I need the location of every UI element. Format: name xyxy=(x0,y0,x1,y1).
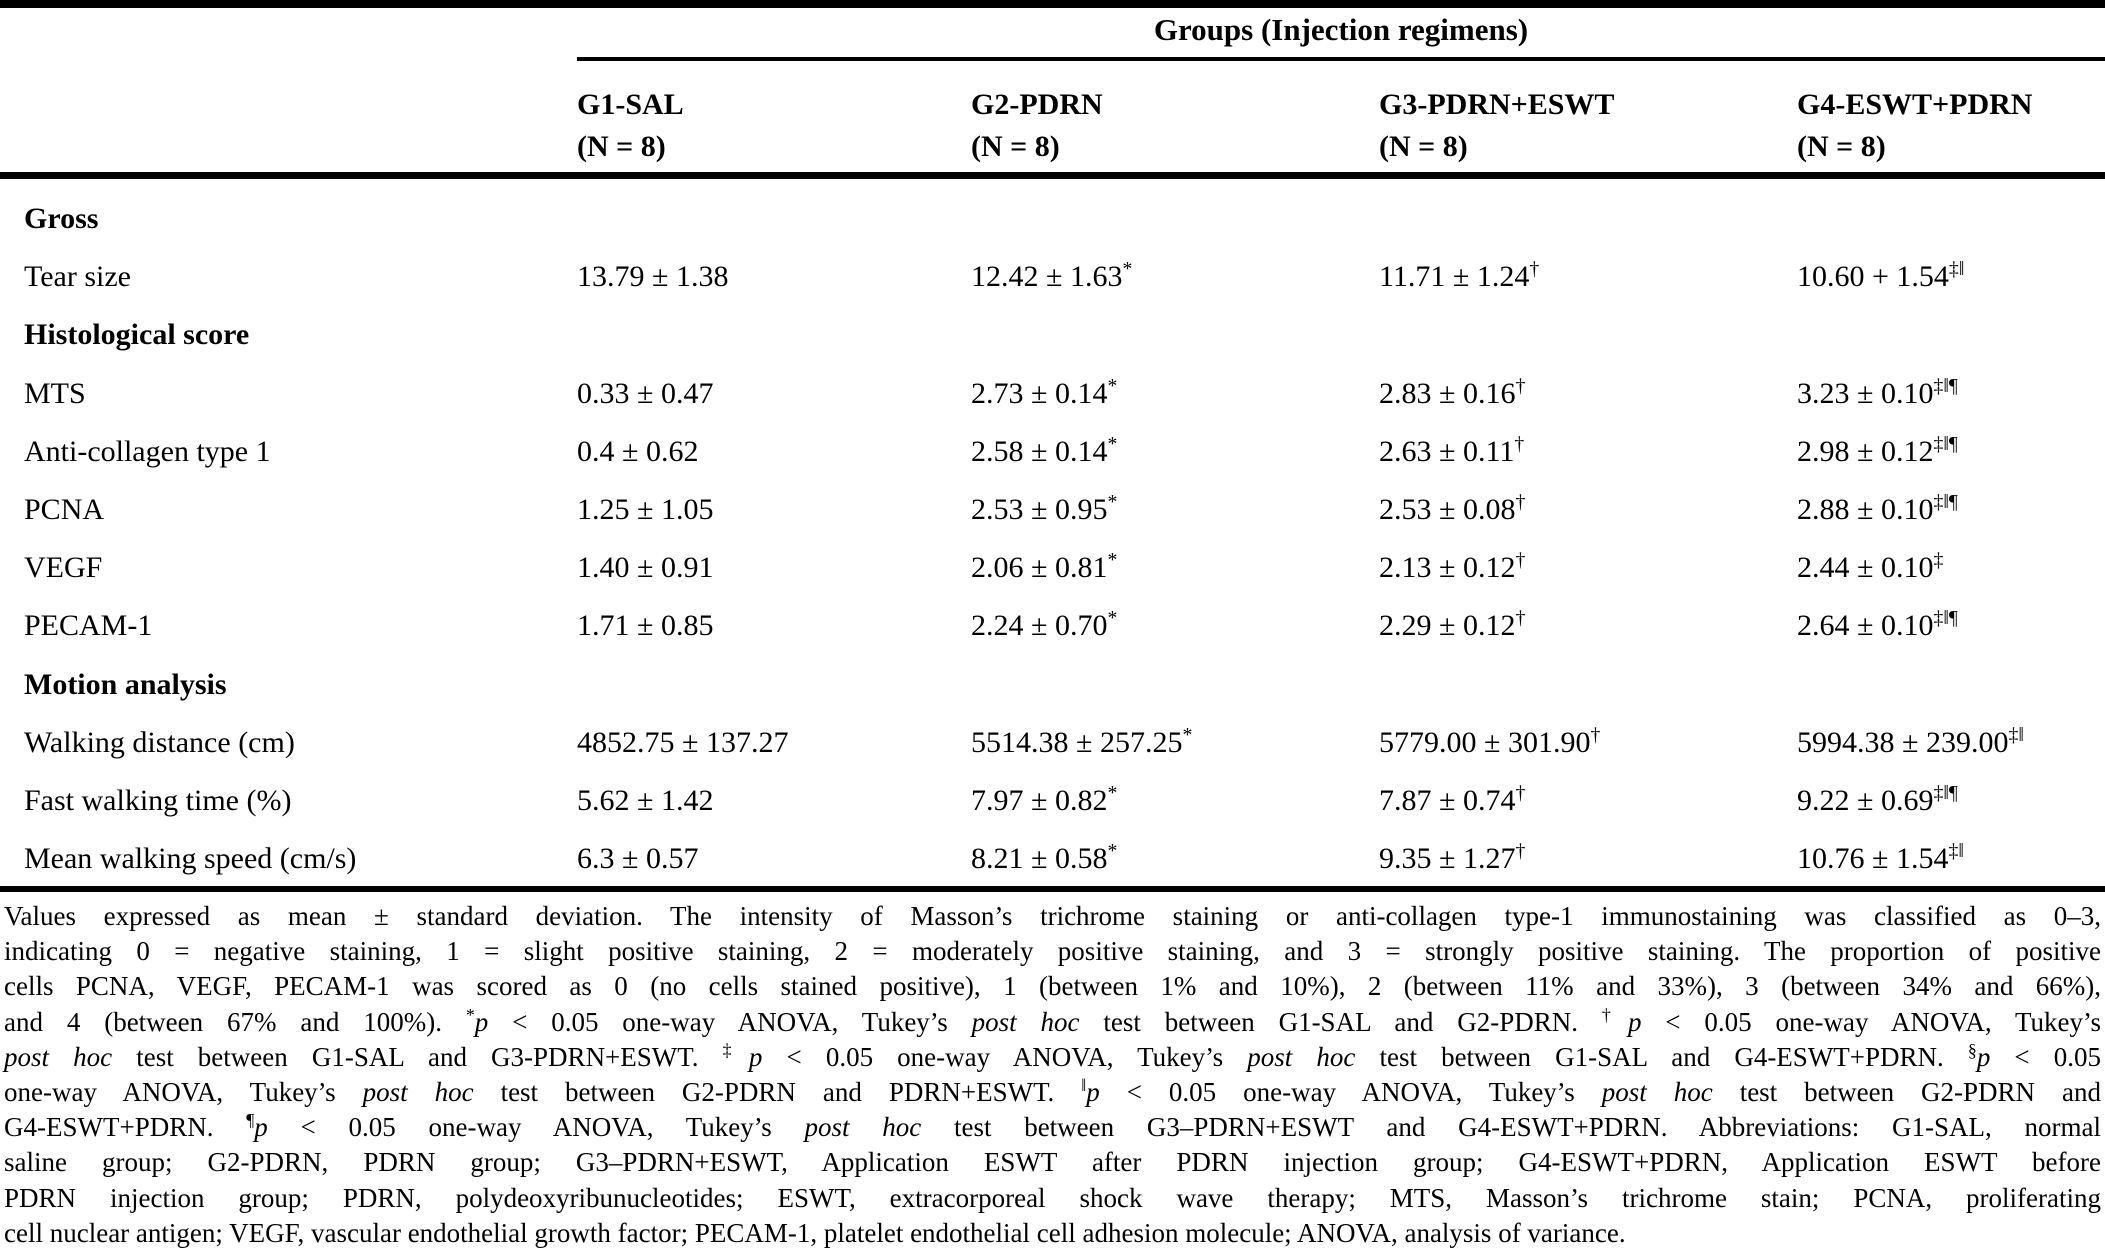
table-cell: 2.83 ± 0.16† xyxy=(1379,374,1526,410)
section-row-motion-analysis xyxy=(0,656,2105,714)
table-cell: 9.35 ± 1.27† xyxy=(1379,840,1526,876)
section-row-histological-score xyxy=(0,306,2105,364)
column-header-g1 xyxy=(577,84,971,168)
top-rule xyxy=(0,0,2105,8)
footnote-line: one-way ANOVA, Tukey’s post hoc test between G2-PDRN and PDRN+ESWT. ‖p < 0.05 one-way ANOVA, Tukey’s post hoc test between G2-PDRN and xyxy=(4,1075,2101,1108)
row-mts xyxy=(0,365,2105,423)
column-n: (N = 8) xyxy=(1797,130,1886,163)
footnote-line: cells PCNA, VEGF, PECAM-1 was scored as 0 (no cells stained positive), 1 (between 1% and 10%), 2 (between 11% and 33%), 3 (between 34% and 66%), xyxy=(4,971,2101,1002)
column-n: (N = 8) xyxy=(1379,130,1468,163)
table-cell: 2.88 ± 0.10‡‖¶ xyxy=(1797,491,1958,527)
section-label: Motion analysis xyxy=(24,667,227,701)
footnote-line: and 4 (between 67% and 100%). *p < 0.05 one-way ANOVA, Tukey’s post hoc test between G1-SAL and G2-PDRN. †p < 0.05 one-way ANOVA, Tukey’s xyxy=(4,1004,2102,1037)
table-cell: 9.22 ± 0.69‡‖¶ xyxy=(1797,781,1958,817)
table-cell: 8.21 ± 0.58* xyxy=(971,840,1118,876)
row-label: Tear size xyxy=(24,260,131,294)
table-cell: 5779.00 ± 301.90† xyxy=(1379,723,1601,759)
column-header-g4 xyxy=(1797,84,2105,168)
table-cell: 2.73 ± 0.14* xyxy=(971,374,1118,410)
row-label: VEGF xyxy=(24,551,103,585)
column-name: G4-ESWT+PDRN xyxy=(1797,88,2033,121)
table-cell: 2.58 ± 0.14* xyxy=(971,432,1118,468)
row-pecam-1 xyxy=(0,597,2105,655)
table-cell: 2.53 ± 0.08† xyxy=(1379,491,1526,527)
footnote-line: G4-ESWT+PDRN. ¶p < 0.05 one-way ANOVA, Tukey’s post hoc test between G3–PDRN+ESWT and G4-ESWT+PDRN. Abbreviations: G1-SAL, normal xyxy=(4,1110,2101,1143)
table-cell: 12.42 ± 1.63* xyxy=(971,258,1133,294)
row-label-header xyxy=(0,84,577,168)
section-row-gross xyxy=(0,190,2105,248)
table-cell: 10.60 + 1.54‡‖ xyxy=(1797,258,1965,294)
column-headers xyxy=(0,84,2105,168)
table-cell: 0.4 ± 0.62 xyxy=(577,434,699,468)
table-cell: 7.87 ± 0.74† xyxy=(1379,781,1526,817)
table-cell: 1.40 ± 0.91 xyxy=(577,551,714,585)
footnote xyxy=(0,899,2105,1251)
footnote-line: cell nuclear antigen; VEGF, vascular endothelial growth factor; PECAM-1, platelet endothelial cell adhesion molecule; ANOVA, analysis of variance. xyxy=(4,1217,1626,1248)
section-label: Gross xyxy=(24,202,99,236)
row-fast-walking-time xyxy=(0,772,2105,830)
footnote-line: Values expressed as mean ± standard deviation. The intensity of Masson’s trichrome staining or anti-collagen type-1 immunostaining was classified as 0–3, xyxy=(4,901,2101,931)
column-name: G2-PDRN xyxy=(971,88,1103,121)
table-cell: 5.62 ± 1.42 xyxy=(577,783,714,817)
row-tear-size xyxy=(0,248,2105,306)
row-vegf xyxy=(0,539,2105,597)
row-anti-collagen-type-1 xyxy=(0,423,2105,481)
row-label: PCNA xyxy=(24,493,105,527)
table-cell: 13.79 ± 1.38 xyxy=(577,260,729,294)
column-name: G1-SAL xyxy=(577,88,684,121)
table-cell: 6.3 ± 0.57 xyxy=(577,842,699,876)
row-pcna xyxy=(0,481,2105,539)
table-cell: 2.64 ± 0.10‡‖¶ xyxy=(1797,607,1958,643)
group-title: Groups (Injection regimens) xyxy=(1153,12,1529,47)
table-body xyxy=(0,190,2105,888)
section-label: Histological score xyxy=(24,318,250,352)
footnote-line: indicating 0 = negative staining, 1 = slight positive staining, 2 = moderately positive staining, and 3 = strongly positive staining. The proportion of positive xyxy=(4,936,2101,967)
table-cell: 2.29 ± 0.12† xyxy=(1379,607,1526,643)
footnote-line: saline group; G2-PDRN, PDRN group; G3–PDRN+ESWT, Application ESWT after PDRN injection group; G4-ESWT+PDRN, Application ESWT before xyxy=(4,1147,2101,1178)
table-cell: 5514.38 ± 257.25* xyxy=(971,723,1193,759)
table-cell: 2.24 ± 0.70* xyxy=(971,607,1118,643)
row-walking-distance xyxy=(0,714,2105,772)
row-label: Mean walking speed (cm/s) xyxy=(24,842,357,876)
footnote-line: PDRN injection group; PDRN, polydeoxyribunucleotides; ESWT, extracorporeal shock wave therapy; MTS, Masson’s trichrome stain; PCNA, proliferating xyxy=(4,1182,2101,1213)
table-cell: 3.23 ± 0.10‡‖¶ xyxy=(1797,374,1958,410)
table-cell: 5994.38 ± 239.00‡‖ xyxy=(1797,723,2024,759)
column-n: (N = 8) xyxy=(577,130,666,163)
header-body-rule xyxy=(0,172,2105,179)
footnote-line: post hoc test between G1-SAL and G3-PDRN+ESWT. ‡p < 0.05 one-way ANOVA, Tukey’s post hoc test between G1-SAL and G4-ESWT+PDRN. §p < 0.05 xyxy=(4,1039,2101,1072)
row-label: MTS xyxy=(24,376,86,410)
bottom-rule xyxy=(0,886,2105,892)
row-label: Anti-collagen type 1 xyxy=(24,434,271,468)
table-cell: 7.97 ± 0.82* xyxy=(971,781,1118,817)
table-cell: 2.13 ± 0.12† xyxy=(1379,549,1526,585)
column-n: (N = 8) xyxy=(971,130,1060,163)
row-mean-walking-speed xyxy=(0,830,2105,888)
column-header-g3 xyxy=(1379,84,1797,168)
table-cell: 1.25 ± 1.05 xyxy=(577,493,714,527)
group-title-rule xyxy=(577,57,2105,61)
table-cell: 11.71 ± 1.24† xyxy=(1379,258,1540,294)
row-label: Fast walking time (%) xyxy=(24,783,292,817)
table-cell: 1.71 ± 0.85 xyxy=(577,609,714,643)
table-cell: 0.33 ± 0.47 xyxy=(577,376,714,410)
row-label: PECAM-1 xyxy=(24,609,153,643)
column-header-g2 xyxy=(971,84,1379,168)
column-name: G3-PDRN+ESWT xyxy=(1379,88,1615,121)
table-cell: 10.76 ± 1.54‡‖ xyxy=(1797,840,1964,876)
row-label: Walking distance (cm) xyxy=(24,725,295,759)
table-cell: 2.98 ± 0.12‡‖¶ xyxy=(1797,432,1958,468)
table-cell: 2.06 ± 0.81* xyxy=(971,549,1118,585)
table-cell: 2.53 ± 0.95* xyxy=(971,491,1118,527)
table-cell: 2.63 ± 0.11† xyxy=(1379,432,1525,468)
table-cell: 4852.75 ± 137.27 xyxy=(577,725,789,759)
table-cell: 2.44 ± 0.10‡ xyxy=(1797,549,1944,585)
